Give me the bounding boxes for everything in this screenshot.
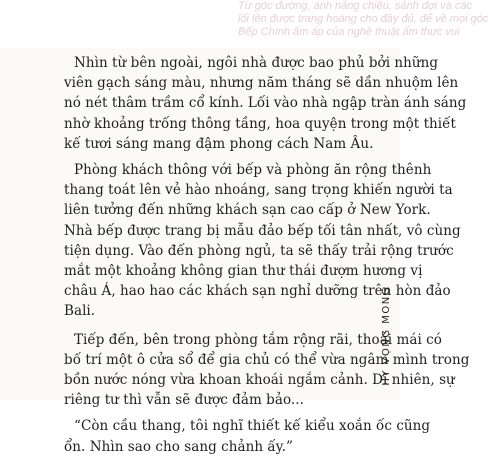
paragraph-exterior-description (52, 53, 467, 154)
paragraph-line: ổn. Nhìn sao cho sang chảnh ấy.” (64, 438, 293, 455)
paragraph-line: kế tươi sáng mang đậm phong cách Nam Âu. (64, 135, 374, 152)
paragraph-staircase-dialogue (52, 416, 431, 456)
paragraph-line: Bali. (64, 303, 96, 320)
paragraph-line: mắt một khoảng không gian thư thái đượm hương vị (64, 263, 423, 280)
bleed-through-line: Bếp Chính ấm áp của nghệ thuật ẩm thực vui (238, 26, 460, 38)
paragraph-line: châu Á, hao hao các khách sạn nghỉ dưỡng trên hòn đảo (64, 283, 451, 300)
vertical-book-title (372, 286, 400, 406)
paragraph-living-room-kitchen-bedroom (52, 160, 461, 322)
paragraph-line: tiện dụng. Vào đến phòng ngủ, ta sẽ thấy trải rộng trước (64, 242, 454, 259)
paragraph-line: thang toát lên vẻ hào nhoáng, sang trọng khiến người ta (64, 182, 453, 199)
paragraph-line: riêng tư thì vẫn sẽ được đảm bảo... (64, 392, 304, 409)
bleed-through-line: lối lên được trang hoàng cho đầy đủ, để về mọi góc (238, 13, 488, 25)
paragraph-line: viên gạch sáng màu, nhưng năm tháng sẽ dần nhuộm lên (64, 75, 459, 92)
paragraph-line: Phòng khách thông với bếp và phòng ăn rộng thênh (74, 162, 432, 179)
bleed-through-text (238, 0, 488, 48)
vertical-title-text: HY VỌNG MONG (380, 286, 392, 386)
paragraph-line: Nhìn từ bên ngoài, ngôi nhà được bao phủ bởi những (74, 55, 439, 71)
bleed-through-line: Từ góc đường, ánh nắng chiều, sảnh đợi và các (238, 0, 472, 12)
paragraph-line: bố trí một ô cửa sổ để gia chủ có thể vừa ngâm mình trong (64, 351, 470, 368)
paragraph-line: nó nét thâm trầm cổ kính. Lối vào nhà ngập tràn ánh sáng (64, 95, 467, 112)
paragraph-line: bồn nước nóng vừa khoan khoái ngắm cảnh. Dĩ nhiên, sự (64, 372, 455, 389)
paragraph-line: Nhà bếp được trang bị mẫu đảo bếp tối tân nhất, vô cùng (64, 222, 461, 239)
paragraph-line: nhờ khoảng trống thông tầng, hoa quyện trong một thiết (64, 115, 456, 132)
paragraph-line: “Còn cầu thang, tôi nghĩ thiết kế kiểu xoắn ốc cũng (74, 418, 431, 435)
paragraph-line: liên tưởng đến những khách sạn cao cấp ở New York. (64, 202, 431, 219)
paragraph-line: Tiếp đến, bên trong phòng tắm rộng rãi, thoải mái có (74, 331, 442, 348)
